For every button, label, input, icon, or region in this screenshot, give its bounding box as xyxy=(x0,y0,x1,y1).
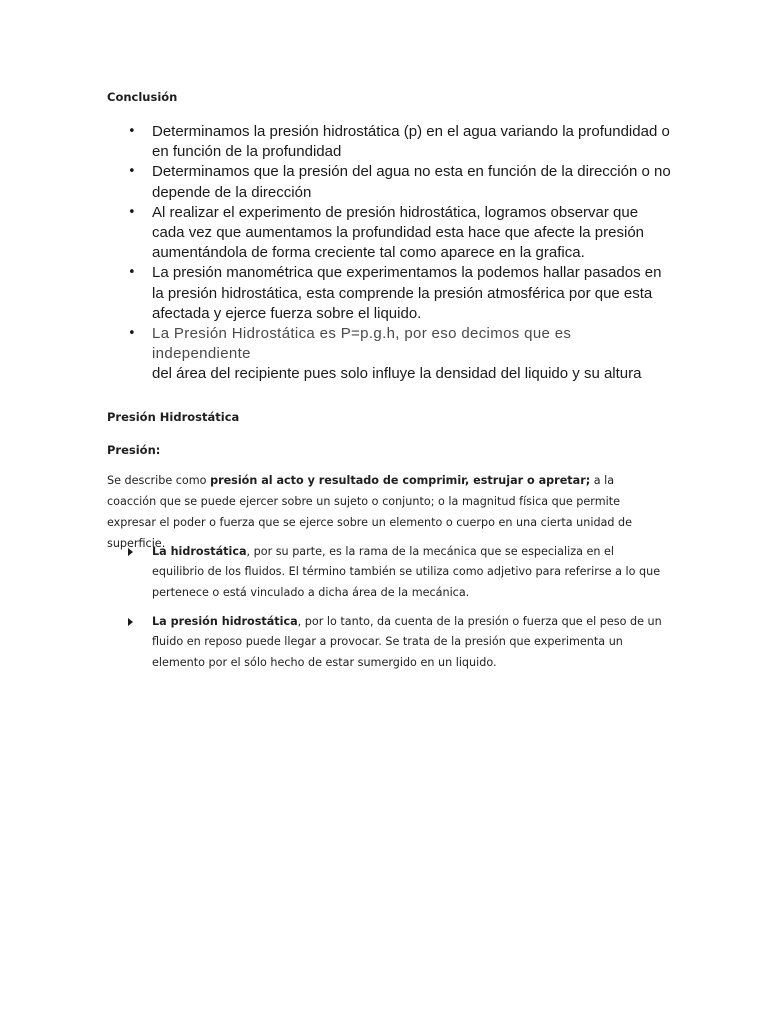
list-item-text-line1: La Presión Hidrostática es P=p.g.h, por eso decimos que es independiente xyxy=(152,325,572,363)
conclusion-heading: Conclusión xyxy=(107,90,178,104)
section-subtitle: Presión: xyxy=(107,443,161,457)
triangle-bullet-icon xyxy=(128,548,133,556)
list-item xyxy=(128,122,672,162)
bullet-icon: • xyxy=(128,265,136,281)
list-item-text-line2: del área del recipiente pues solo influye la densidad del liquido y su altura xyxy=(152,365,642,383)
list-item xyxy=(128,263,672,324)
list-item xyxy=(128,162,672,202)
triangle-bullet-icon xyxy=(128,618,133,626)
paragraph-text: Se describe como xyxy=(107,474,211,487)
list-item-bold-text: La presión hidrostática xyxy=(152,615,298,628)
arrow-list xyxy=(152,542,662,603)
bullet-icon: • xyxy=(128,164,136,180)
list-item-text: Determinamos la presión hidrostática (p) en el agua variando la profundidad o en función de la profundidad xyxy=(152,123,670,161)
arrow-list xyxy=(152,612,662,673)
list-item-text: Al realizar el experimento de presión hidrostática, logramos observar que cada vez que aumentamos la profundidad esta hace que afecte la presión aumentándola de forma creciente tal como aparece en la grafica. xyxy=(152,203,644,262)
bullet-icon: • xyxy=(128,326,136,342)
paragraph-text: a la coacción que se puede ejercer sobre un sujeto o conjunto; o la magnitud física que permite expresar el poder o fuerza que se ejerce sobre un elemento o cuerpo en una cierta unidad de superficie. xyxy=(107,474,633,550)
list-item xyxy=(152,542,662,603)
list-item xyxy=(128,203,672,264)
paragraph-bold-text: presión al acto y resultado de comprimir, estrujar o apretar; xyxy=(210,474,591,487)
list-item-text: Determinamos que la presión del agua no esta en función de la dirección o no depende de la dirección xyxy=(152,163,671,201)
bullet-icon: • xyxy=(128,204,136,220)
list-item xyxy=(128,324,672,385)
list-item-bold-text: La hidrostática xyxy=(152,545,247,558)
conclusion-list xyxy=(128,122,672,385)
list-item xyxy=(152,612,662,673)
list-item-text: , por su parte, es la rama de la mecánica que se especializa en el equilibrio de los fluidos. El término también se utiliza como adjetivo para referirse a lo que pertenece o está vinculado a dicha área de la mecánica. xyxy=(152,545,661,599)
list-item-text: , por lo tanto, da cuenta de la presión o fuerza que el peso de un fluido en reposo puede llegar a provocar. Se trata de la presión que experimenta un elemento por el sólo hecho de estar sumergido en un liquido. xyxy=(152,615,662,669)
bullet-icon: • xyxy=(128,124,136,139)
section-title: Presión Hidrostática xyxy=(107,410,240,424)
list-item-text: La presión manométrica que experimentamos la podemos hallar pasados en la presión hidrostática, esta comprende la presión atmosférica por que esta afectada y ejerce fuerza sobre el liquido. xyxy=(152,264,662,322)
